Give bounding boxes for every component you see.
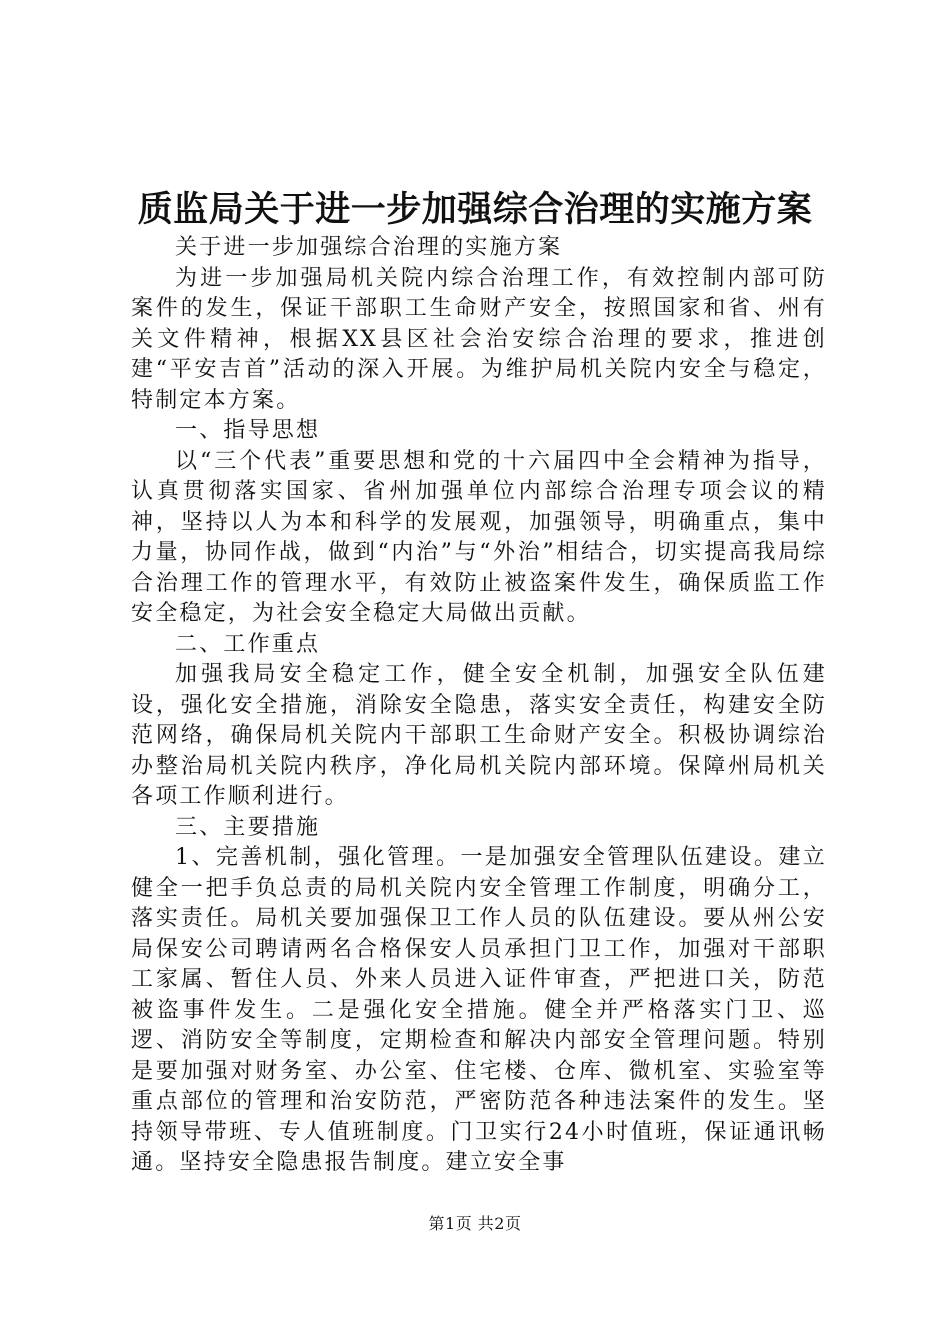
main-measures-paragraph: 1、完善机制，强化管理。一是加强安全管理队伍建设。建立健全一把手负总责的局机关院内安全管理工作制度，明确分工，落实责任。局机关要加强保卫工作人员的队伍建设。要从州公安局保安公司聘请两名合格保安人员承担门卫工作，加强对干部职工家属、暂住人员、外来人员进入证件审查，严把进口关，防范被盗事件发生。二是强化安全措施。健全并严格落实门卫、巡逻、消防安全等制度，定期检查和解决内部安全管理问题。特别是要加强对财务室、办公室、住宅楼、仓库、微机室、实验室等重点部位的管理和治安防范，严密防范各种违法案件的发生。坚持领导带班、专人值班制度。门卫实行24小时值班，保证通讯畅通。坚持安全隐患报告制度。建立安全事 [131, 845, 827, 1175]
document-title: 质监局关于进一步加强综合治理的实施方案 [137, 189, 813, 230]
guiding-thought-paragraph: 以“三个代表”重要思想和党的十六届四中全会精神为指导，认真贯彻落实国家、省州加强单位内部综合治理专项会议的精神，坚持以人为本和科学的发展观，加强领导，明确重点，集中力量，协同作战，做到“内治”与“外治”相结合，切实提高我局综合治理工作的管理水平，有效防止被盗案件发生，确保质监工作安全稳定，为社会安全稳定大局做出贡献。 [131, 448, 827, 626]
intro-paragraph: 为进一步加强局机关院内综合治理工作，有效控制内部可防案件的发生，保证干部职工生命财产安全，按照国家和省、州有关文件精神，根据XX县区社会治安综合治理的要求，推进创建“平安吉首”活动的深入开展。为维护局机关院内安全与稳定，特制定本方案。 [131, 265, 827, 413]
work-focus-paragraph: 加强我局安全稳定工作，健全安全机制，加强安全队伍建设，强化安全措施，消除安全隐患，落实安全责任，构建安全防范网络，确保局机关院内干部职工生命财产安全。积极协调综治办整治局机关院内秩序，净化局机关院内部环境。保障州局机关各项工作顺利进行。 [131, 662, 827, 809]
subtitle-paragraph: 关于进一步加强综合治理的实施方案 [175, 235, 563, 260]
page-footer: 第1页 共2页 [428, 1214, 522, 1233]
document-body [131, 233, 827, 1179]
section-heading-guiding-thought: 一、指导思想 [175, 418, 321, 443]
section-heading-main-measures: 三、主要措施 [175, 814, 321, 840]
section-heading-work-focus: 二、工作重点 [175, 631, 321, 657]
